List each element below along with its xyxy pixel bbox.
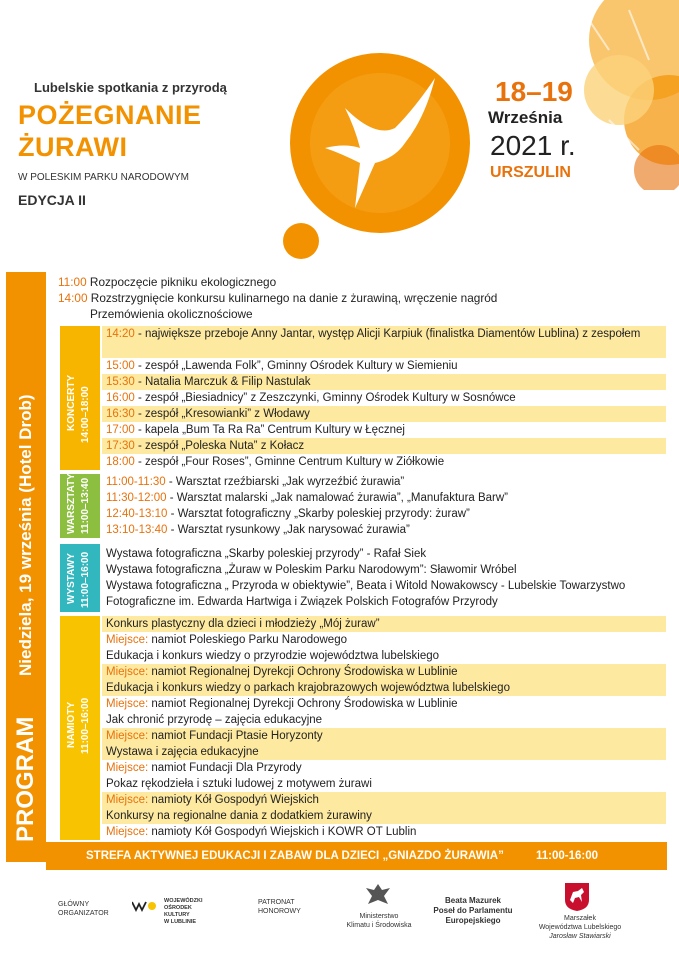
namiot-row — [102, 712, 666, 728]
koncert-row — [102, 422, 666, 438]
mep-name: Beata Mazurek Poseł do Parlamentu Europejskiego — [433, 896, 513, 925]
intro-line-1 — [58, 274, 276, 290]
row-text: namiot Regionalnej Dyrekcji Ochrony Środowiska w Lublinie — [148, 666, 458, 678]
row-time: 15:00 — [106, 360, 135, 372]
place-label: Miejsce: — [106, 762, 149, 774]
polish-eagle-emblem-icon — [364, 882, 392, 910]
row-text: - zespół „Kresowianki” z Włodawy — [134, 408, 310, 420]
row-text: Pokaz rękodzieła i sztuki ludowej z motywem żurawi — [106, 778, 372, 790]
row-text: - zespół „Four Roses”, Gminne Centrum Kultury w Ziółkowie — [134, 456, 445, 468]
namiot-row — [102, 808, 666, 824]
program-label: PROGRAM — [12, 716, 39, 842]
partners-strip — [0, 878, 679, 960]
namiot-place-row — [102, 696, 666, 712]
row-text: namioty Kół Gospodyń Wiejskich — [148, 794, 319, 806]
event-date-year: 2021 r. — [490, 130, 576, 161]
namiot-row — [102, 776, 666, 792]
warsztat-row — [102, 490, 666, 506]
row-text: namiot Fundacji Ptasie Horyzonty — [148, 730, 323, 742]
program-sidebar — [6, 272, 46, 862]
wok-logo-icon — [132, 900, 160, 912]
wystawa-row — [102, 546, 666, 562]
row-time: 13:10-13:40 — [106, 524, 168, 536]
row-text: - Warsztat malarski „Jak namalować żurawia”, „Manufaktura Barw” — [166, 492, 509, 504]
category-warsztaty-label: WARSZTATY — [66, 473, 77, 534]
category-namioty-label: NAMIOTY — [66, 701, 77, 748]
organizer-label: GŁÓWNY ORGANIZATOR — [58, 901, 109, 917]
row-text: - Natalia Marczuk & Filip Nastulak — [134, 376, 311, 388]
row-text: Wystawa fotograficzna „Skarby poleskiej przyrody” - Rafał Siek — [106, 548, 427, 560]
patronage-label: PATRONAT HONOROWY — [258, 899, 301, 915]
wystawa-row — [102, 578, 666, 610]
namiot-row — [102, 680, 666, 696]
category-koncerty-hours: 14:00–18:00 — [80, 386, 91, 443]
intro-line-2 — [58, 290, 497, 306]
intro-time: 14:00 — [58, 291, 88, 305]
row-text: - Warsztat fotograficzny „Skarby poleskiej przyrody: żuraw” — [167, 508, 470, 520]
row-time: 16:30 — [106, 408, 135, 420]
wystawa-row — [102, 562, 666, 578]
place-label: Miejsce: — [106, 730, 149, 742]
event-title-line1: POŻEGNANIE — [18, 100, 202, 130]
place-label: Miejsce: — [106, 634, 149, 646]
row-text: Wystawa fotograficzna „Żuraw w Poleskim Parku Narodowym”: Sławomir Wróbel — [106, 564, 517, 576]
row-time: 15:30 — [106, 376, 135, 388]
row-text: - zespół „Biesiadnicy” z Zeszczynki, Gminny Ośrodek Kultury w Sosnówce — [134, 392, 516, 404]
row-text: namiot Fundacji Dla Przyrody — [148, 762, 302, 774]
lubelskie-coat-of-arms-icon — [564, 882, 590, 912]
wok-name: WOJEWÓDZKI OŚRODEK KULTURY W LUBLINIE — [164, 898, 203, 925]
row-time: 11:00-11:30 — [106, 476, 166, 488]
row-text: Edukacja i konkurs wiedzy o parkach krajobrazowych województwa lubelskiego — [106, 682, 510, 694]
intro-line-3 — [90, 306, 253, 322]
namiot-row — [102, 616, 666, 632]
row-text: - kapela „Bum Ta Ra Ra” Centrum Kultury w Łęcznej — [134, 424, 405, 436]
warsztat-row — [102, 522, 666, 538]
event-place: URSZULIN — [490, 164, 571, 181]
children-zone-label: STREFA AKTYWNEJ EDUKACJI I ZABAW DLA DZIECI „GNIAZDO ŻURAWIA” — [86, 850, 504, 862]
row-time: 17:00 — [106, 424, 135, 436]
program-day-label: Niedziela, 19 września (Hotel Drob) — [16, 394, 35, 676]
row-time: 12:40-13:10 — [106, 508, 168, 520]
children-zone-bar — [46, 842, 667, 870]
category-wystawy-hours: 11:00–16:00 — [80, 551, 91, 608]
row-time: 14:20 — [106, 328, 135, 340]
marshal-name: Marszałek Województwa Lubelskiego Jarosław Stawiarski — [538, 915, 622, 940]
category-koncerty — [60, 326, 100, 470]
row-text: - największe przeboje Anny Jantar, występ Alicji Karpiuk (finalistka Diamentów Lublina) z zespołem — [134, 328, 641, 340]
warsztat-row — [102, 506, 666, 522]
event-date-range: 18–19 — [495, 76, 573, 107]
category-wystawy-label: WYSTAWY — [66, 553, 77, 604]
category-warsztaty-hours: 11:00–13:40 — [80, 477, 91, 534]
row-text: Wystawa i zajęcia edukacyjne — [106, 746, 259, 758]
row-time: 17:30 — [106, 440, 135, 452]
warsztat-row — [102, 474, 666, 490]
event-location-park: W POLESKIM PARKU NARODOWYM — [18, 172, 189, 183]
koncert-row — [102, 454, 666, 470]
koncert-row — [102, 406, 666, 422]
namiot-place-row — [102, 728, 666, 744]
intro-text: Przemówienia okolicznościowe — [90, 307, 253, 321]
namiot-place-row — [102, 760, 666, 776]
place-label: Miejsce: — [106, 826, 149, 838]
intro-time: 11:00 — [58, 275, 87, 289]
ministry-name: Ministerstwo Klimatu i Środowiska — [346, 913, 412, 929]
koncert-row — [102, 374, 666, 390]
category-namioty-hours: 11:00–16:00 — [80, 697, 91, 754]
header — [0, 0, 679, 270]
row-time: 18:00 — [106, 456, 135, 468]
namiot-row — [102, 648, 666, 664]
category-namioty — [60, 616, 100, 840]
namiot-place-row — [102, 824, 666, 840]
koncert-row — [102, 390, 666, 406]
place-label: Miejsce: — [106, 666, 149, 678]
event-date-month: Września — [488, 108, 563, 127]
row-text: namioty Kół Gospodyń Wiejskich i KOWR OT Lublin — [148, 826, 417, 838]
category-koncerty-label: KONCERTY — [66, 374, 77, 431]
koncert-row — [102, 438, 666, 454]
row-text: - zespół „Lawenda Folk”, Gminny Ośrodek Kultury w Siemieniu — [134, 360, 458, 372]
namiot-place-row — [102, 792, 666, 808]
row-text: Wystawa fotograficzna „ Przyroda w obiektywie”, Beata i Witold Nowakowscy - Lubelskie Towarzystwo Fotograficzne im. Edwarda Hartwiga i Związek Polskich Fotografów Przyrody — [106, 580, 626, 608]
row-text: Konkurs plastyczny dla dzieci i młodzieży „Mój żuraw” — [106, 618, 380, 630]
intro-text: Rozpoczęcie pikniku ekologicznego — [86, 275, 277, 289]
namiot-place-row — [102, 632, 666, 648]
row-time: 16:00 — [106, 392, 135, 404]
row-time: 11:30-12:00 — [106, 492, 167, 504]
namiot-row — [102, 744, 666, 760]
row-text: Konkursy na regionalne dania z dodatkiem żurawiny — [106, 810, 372, 822]
row-text: - Warsztat rzeźbiarski „Jak wyrzeźbić żurawia” — [165, 476, 405, 488]
small-orange-circle — [282, 222, 320, 260]
row-text: - Warsztat rysunkowy „Jak narysować żurawia” — [167, 524, 410, 536]
place-label: Miejsce: — [106, 794, 149, 806]
place-label: Miejsce: — [106, 698, 149, 710]
children-zone-hours: 11:00-16:00 — [536, 850, 599, 862]
koncert-row — [102, 358, 666, 374]
crane-sun-emblem — [285, 48, 475, 238]
row-text: Edukacja i konkurs wiedzy o przyrodzie województwa lubelskiego — [106, 650, 440, 662]
intro-text: Rozstrzygnięcie konkursu kulinarnego na danie z żurawiną, wręczenie nagród — [87, 291, 498, 305]
koncert-row — [102, 326, 666, 358]
row-text: Jak chronić przyrodę – zajęcia edukacyjne — [106, 714, 323, 726]
event-edition: EDYCJA II — [18, 192, 86, 208]
row-text: - zespół „Poleska Nuta” z Kołacz — [134, 440, 305, 452]
category-wystawy — [60, 544, 100, 612]
row-text: namiot Regionalnej Dyrekcji Ochrony Środowiska w Lublinie — [148, 698, 458, 710]
event-subtitle: Lubelskie spotkania z przyrodą — [34, 80, 227, 95]
category-warsztaty — [60, 474, 100, 538]
event-title-line2: ŻURAWI — [18, 132, 128, 162]
row-text: namiot Poleskiego Parku Narodowego — [148, 634, 347, 646]
namiot-place-row — [102, 664, 666, 680]
